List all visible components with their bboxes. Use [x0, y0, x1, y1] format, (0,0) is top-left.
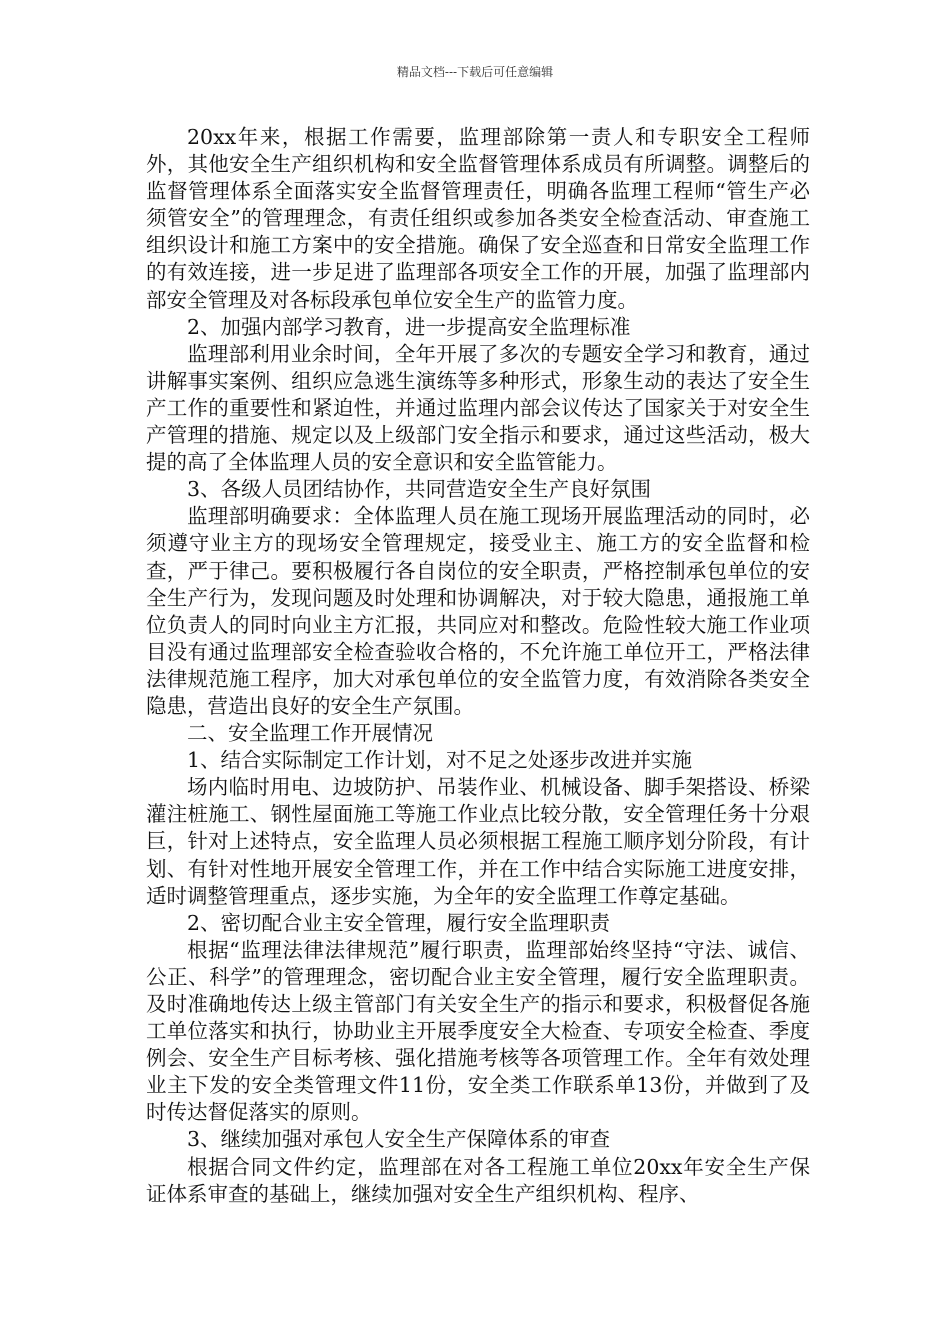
heading-work-plan: 1、结合实际制定工作计划，对不足之处逐步改进并实施 — [187, 748, 693, 773]
section-heading-work-progress: 二、安全监理工作开展情况 — [187, 721, 433, 746]
page-header: 精品文档---下载后可任意编辑 — [396, 65, 554, 79]
paragraph-owner-cooperation: 根据“监理法律法律规范”履行职责，监理部始终坚持“守法、诚信、公正、科学”的管理理念，密切配合业主安全管理，履行安全监理职责。及时准确地传达上级主管部门有关安全生产的指示和要求，积极督促各施工单位落实和执行，协助业主开展季度安全大检查、专项安全检查、季度例会、安全生产目标考核、强化措施考核等各项管理工作。全年有效处理业主下发的安全类管理文件11份，安全类工作联系单13份，并做到了及时传达督促落实的原则。 — [146, 937, 810, 1125]
paragraph-teamwork: 监理部明确要求：全体监理人员在施工现场开展监理活动的同时，必须遵守业主方的现场安全管理规定，接受业主、施工方的安全监督和检查，严于律己。要积极履行各自岗位的安全职责，严格控制承包单位的安全生产行为，发现问题及时处理和协调解决，对于较大隐患，通报施工单位负责人的同时向业主方汇报，共同应对和整改。危险性较大施工作业项目没有通过监理部安全检查验收合格的，不允许施工单位开工，严格法律法律规范施工程序，加大对承包单位的安全监管力度，有效消除各类安全隐患，营造出良好的安全生产氛围。 — [146, 504, 810, 718]
heading-safety-system-review: 3、继续加强对承包人安全生产保障体系的审查 — [187, 1127, 611, 1152]
heading-internal-education: 2、加强内部学习教育，进一步提高安全监理标准 — [187, 314, 631, 339]
paragraph-safety-system-review: 根据合同文件约定，监理部在对各工程施工单位20xx年安全生产保证体系审查的基础上，继续加强对安全生产组织机构、程序、 — [146, 1154, 810, 1206]
paragraph-personnel-adjustment: 20xx年来，根据工作需要，监理部除第一责人和专职安全工程师外，其他安全生产组织机构和安全监督管理体系成员有所调整。调整后的监督管理体系全面落实安全监督管理责任，明确各监理工程师“管生产必须管安全”的管理理念，有责任组织或参加各类安全检查活动、审查施工组织设计和施工方案中的安全措施。确保了安全巡查和日常安全监理工作的有效连接，进一步足进了监理部各项安全工作的开展，加强了监理部内部安全管理及对各标段承包单位安全生产的监管力度。 — [146, 125, 810, 312]
heading-owner-cooperation: 2、密切配合业主安全管理，履行安全监理职责 — [187, 910, 611, 935]
heading-teamwork: 3、各级人员团结协作，共同营造安全生产良好氛围 — [187, 477, 652, 502]
paragraph-work-plan: 场内临时用电、边坡防护、吊装作业、机械设备、脚手架搭设、桥梁灌注桩施工、钢性屋面施工等施工作业点比较分散，安全管理任务十分艰巨，针对上述特点，安全监理人员必须根据工程施工顺序划分阶段，有计划、有针对性地开展安全管理工作，并在工作中结合实际施工进度安排，适时调整管理重点，逐步实施，为全年的安全监理工作尊定基础。 — [146, 775, 810, 908]
document-body — [146, 124, 810, 1208]
paragraph-internal-education: 监理部利用业余时间，全年开展了多次的专题安全学习和教育，通过讲解事实案例、组织应急逃生演练等多种形式，形象生动的表达了安全生产工作的重要性和紧迫性，并通过监理内部会议传达了国家关于对安全生产管理的措施、规定以及上级部门安全指示和要求，通过这些活动，极大提的高了全体监理人员的安全意识和安全监管能力。 — [146, 341, 810, 475]
